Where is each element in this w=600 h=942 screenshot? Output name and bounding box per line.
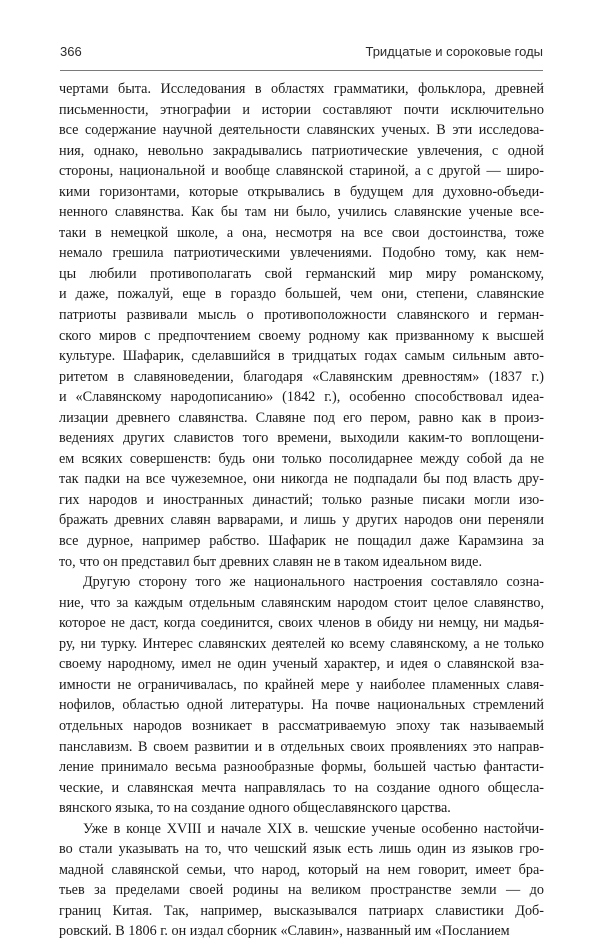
running-head	[60, 44, 543, 66]
text-line: ского миров с предпочтением своему родному как призванному к высшей	[59, 327, 544, 344]
text-line: цы любили противополагать свой германский мир миру романскому,	[59, 265, 544, 282]
text-line: ческие, и славянская мечта направлялась то на создание одного общесла-	[59, 779, 544, 796]
page-number: 366	[60, 44, 82, 59]
text-line: своему народному, имел не один ученый характер, и идея о славянской вза-	[59, 656, 544, 673]
text-line: ление принимало весьма разнообразные формы, большей частью фантасти-	[59, 759, 544, 776]
text-line: границ Китая. Так, например, высказывался патриарх славистики Доб-	[59, 902, 544, 919]
text-line: и даже, пожалуй, еще в гораздо большей, чем они, степени, славянские	[59, 286, 544, 303]
text-line: отдельных народов возникает в рассматриваемую эпоху так называемый	[59, 717, 544, 734]
text-line: Другую сторону того же национального настроения составляло созна-	[83, 574, 544, 591]
text-line: ведениях других славистов того времени, выходили каким-то воплощени-	[59, 430, 544, 447]
paragraph	[59, 79, 544, 572]
text-line: письменности, этнографии и истории составляют почти исключительно	[59, 101, 544, 118]
text-line: немало грешила патриотическими увлечениями. Подобно тому, как нем-	[59, 245, 544, 262]
text-line: мадной славянской семьи, что народ, который на нем говорит, имеет бра-	[59, 861, 544, 878]
text-line: то, что он представил быт древних славян не в таком идеальном виде.	[59, 553, 483, 570]
text-line: чертами быта. Исследования в областях грамматики, фольклора, древней	[59, 81, 544, 97]
text-line: все дурное, например рабство. Шафарик не пощадил даже Карамзина за	[59, 533, 544, 550]
text-line: таки в немецкой школе, а она, несмотря на все свои достоинства, тоже	[59, 224, 544, 241]
text-line: Уже в конце XVIII и начале XIX в. чешские ученые особенно настойчи-	[83, 820, 544, 837]
text-line: тьев за пределами своей родины на великом пространстве земли — до	[59, 882, 544, 899]
text-line: бражать древних славян варварами, и лишь у других народов они переняли	[59, 512, 544, 529]
text-line: ние, что за каждым отдельным славянским народом стоит целое славянство,	[59, 594, 544, 611]
body-text	[59, 79, 544, 942]
text-line: нофилов, областью одной литературы. На почве национальных стремлений	[59, 697, 544, 714]
text-line: патриоты развивали мысль о противоположности славянского и герман-	[59, 307, 544, 324]
text-line: все содержание научной деятельности славянских ученых. В эти исследова-	[59, 122, 544, 139]
text-line: кими горизонтами, которые открывались в будущем для духовно-объеди-	[59, 183, 544, 200]
text-line: культуре. Шафарик, сделавшийся в тридцатых годах самым сильным авто-	[59, 348, 544, 365]
text-line: ритетом в славяноведении, благодаря «Славянским древностям» (1837 г.)	[59, 368, 544, 385]
header-rule	[60, 70, 543, 71]
text-line: ненного славянства. Как бы там ни было, учились славянские ученые все-	[59, 204, 544, 221]
text-line: лизации древнего славянства. Славяне под его пером, равно как в произ-	[59, 409, 544, 426]
text-line: ру, ни турку. Интерес славянских деятелей ко всему славянскому, а не только	[59, 635, 544, 652]
text-line: и «Славянскому народописанию» (1842 г.), особенно способствовал идеа-	[59, 389, 544, 406]
text-line: панславизм. В своем развитии и в отдельных своих проявлениях это направ-	[59, 738, 544, 755]
paragraph	[59, 819, 544, 942]
text-line: вянского языка, то на создание одного общеславянского царства.	[59, 800, 451, 817]
text-line: которое не даст, когда соединится, своих членов в обиду ни немцу, ни мадья-	[59, 615, 544, 632]
section-title: Тридцатые и сороковые годы	[365, 44, 543, 59]
text-line: во стали указывать на то, что чешский язык есть лишь один из языков гро-	[59, 841, 544, 858]
text-line: имности не ограничивалась, по крайней мере у наиболее пламенных славя-	[59, 676, 544, 693]
text-line: ровский. В 1806 г. он издал сборник «Славин», названный им «Посланием	[59, 923, 510, 940]
text-line: ем всяких совершенств: будь они только посолидарнее между собой да не	[59, 450, 544, 467]
paragraph	[59, 572, 544, 819]
text-line: так падки на все чужеземное, они никогда не подпадали бы под власть дру-	[59, 471, 544, 488]
text-line: стороны, национальной и вообще славянской стариной, а с другой — широ-	[59, 163, 544, 180]
text-line: гих народов и иностранных династий; только разные писаки могли изо-	[59, 491, 544, 508]
text-line: ния, однако, невольно закрадывались патриотические увлечения, с одной	[59, 142, 544, 159]
